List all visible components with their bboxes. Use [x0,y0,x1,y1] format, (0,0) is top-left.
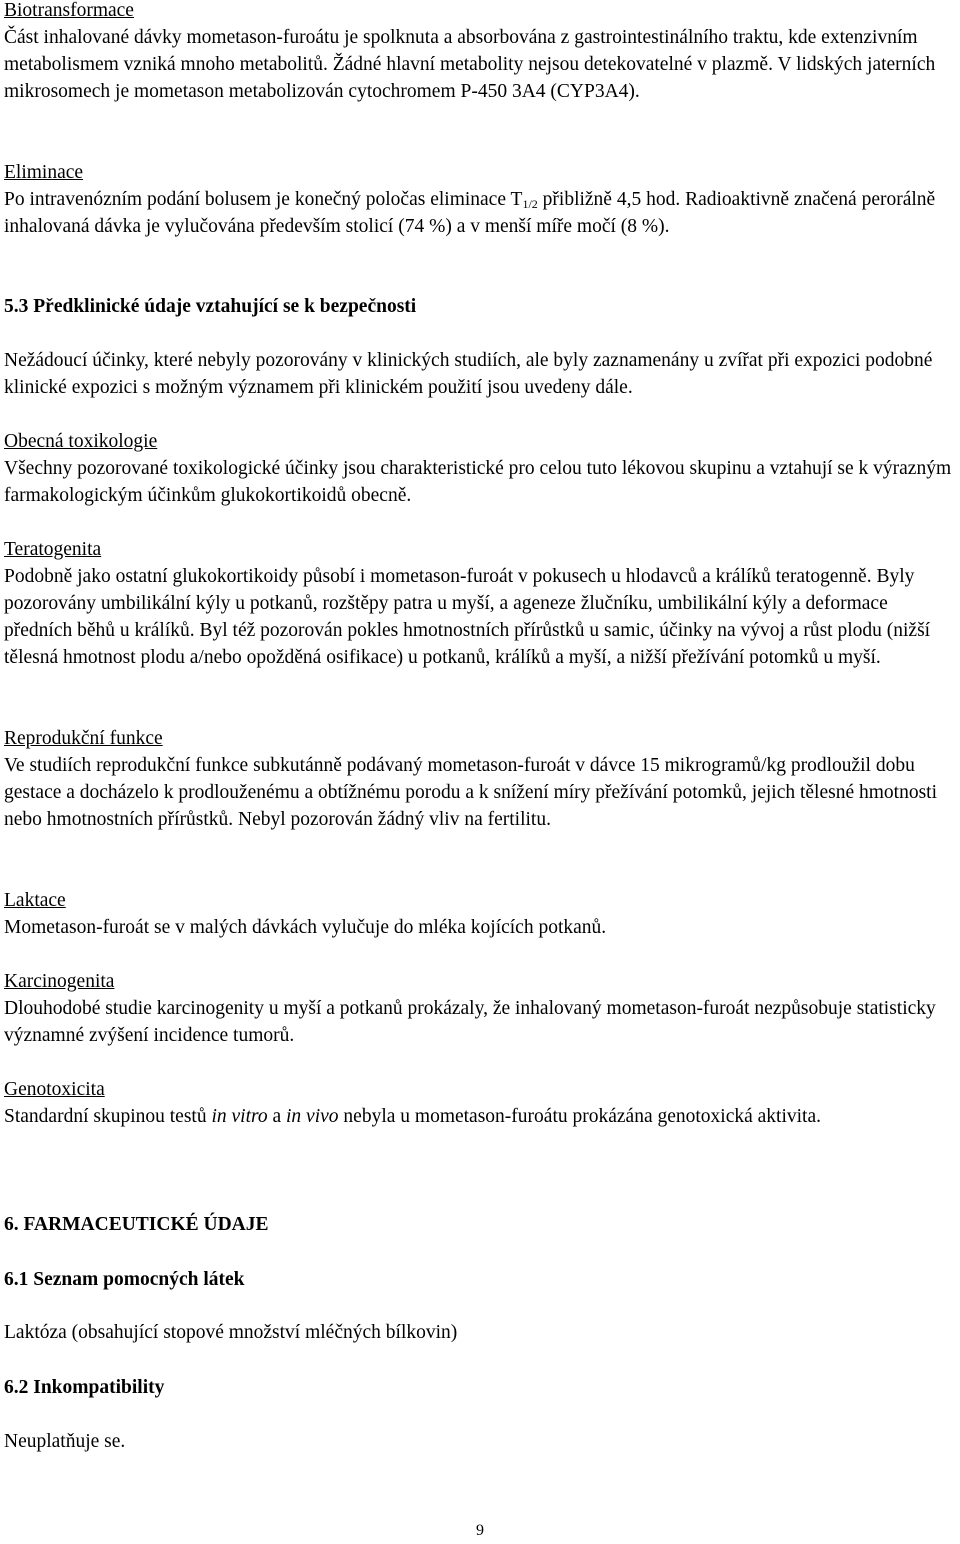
eliminace-heading: Eliminace [4,162,84,183]
section-5-3-heading: 5.3 Předklinické údaje vztahující se k bezpečnosti [4,296,417,317]
obecna-toxikologie-heading: Obecná toxikologie [4,431,158,452]
reprodukcni-funkce-heading: Reprodukční funkce [4,728,163,749]
reprodukcni-funkce-section [4,725,956,833]
teratogenita-text: Podobně jako ostatní glukokortikoidy působí i mometason-furoát v pokusech u hlodavců a králíků teratogenně. Byly pozorovány umbilikální kýly u potkanů, rozštěpy patra u myší, a ageneze žlučníku, umbilikální kýly a deformace předních běhů u králíků. Byl též pozorován pokles hmotnostních přírůstků u samic, účinky na vývoj a růst plodu (nižší tělesná hmotnost plodu a/nebo opožděná osifikace) u potkanů, králíků a myší, a nižší přežívání potomků u myší. [4,566,931,668]
page-number: 9 [476,1522,484,1539]
section-6-2-heading: 6.2 Inkompatibility [4,1377,165,1398]
section-6-1-heading: 6.1 Seznam pomocných látek [4,1269,245,1290]
obecna-toxikologie-section [4,428,956,509]
genotoxicita-heading: Genotoxicita [4,1079,105,1100]
biotransformace-heading: Biotransformace [4,0,134,21]
biotransformace-section [4,0,956,105]
genotoxicita-section [4,1076,956,1130]
karcinogenita-heading: Karcinogenita [4,971,115,992]
section-6-2-text: Neuplatňuje se. [4,1431,126,1452]
laktace-section [4,887,956,941]
section-6-1-text: Laktóza (obsahující stopové množství mléčných bílkovin) [4,1322,458,1343]
karcinogenita-section [4,968,956,1049]
obecna-toxikologie-text: Všechny pozorované toxikologické účinky jsou charakteristické pro celou tuto lékovou skupinu a vztahují se k výrazným farmakologickým účinkům glukokortikoidů obecně. [4,458,952,506]
section-6-heading: 6. FARMACEUTICKÉ ÚDAJE [4,1214,269,1235]
teratogenita-heading: Teratogenita [4,539,102,560]
section-5-3-text: Nežádoucí účinky, které nebyly pozorovány v klinických studiích, ale byly zaznamenány u zvířat při expozici podobné klinické expozici s možným významem při klinickém použití jsou uvedeny dále. [4,350,933,398]
genotoxicita-text: Standardní skupinou testů in vitro a in vivo nebyla u mometason-furoátu prokázána genotoxická aktivita. [4,1106,822,1127]
eliminace-text: Po intravenózním podání bolusem je konečný poločas eliminace $T_{1/2}$ přibližně 4,5 hod. Radioaktivně značená perorálně inhalovaná dávka je vylučována především stolicí (74 %) a v menší míře močí (8 %). [4,189,936,237]
biotransformace-text: Část inhalované dávky mometason-furoátu je spolknuta a absorbována z gastrointestinálního traktu, kde extenzivním metabolismem vzniká mnoho metabolitů. Žádné hlavní metabolity nejsou detekovatelné v plazmě. V lidských jaterních mikrosomech je mometason metabolizován cytochromem P-450 3A4 (CYP3A4). [4,27,936,102]
laktace-heading: Laktace [4,890,66,911]
laktace-text: Mometason-furoát se v malých dávkách vylučuje do mléka kojících potkanů. [4,917,607,938]
karcinogenita-text: Dlouhodobé studie karcinogenity u myší a potkanů prokázaly, že inhalovaný mometason-furoát nezpůsobuje statisticky významné zvýšení incidence tumorů. [4,998,936,1046]
half-life-subscript: 1/2 [522,197,538,211]
reprodukcni-funkce-text: Ve studiích reprodukční funkce subkutánně podávaný mometason-furoát v dávce 15 mikrogramů/kg prodloužil dobu gestace a docházelo k prodlouženému a obtížnému porodu a k snížení míry přežívání potomků, jejich tělesné hmotnosti nebo hmotnostních přírůstků. Nebyl pozorován žádný vliv na fertilitu. [4,755,938,830]
teratogenita-section [4,536,956,671]
eliminace-section [4,159,956,240]
